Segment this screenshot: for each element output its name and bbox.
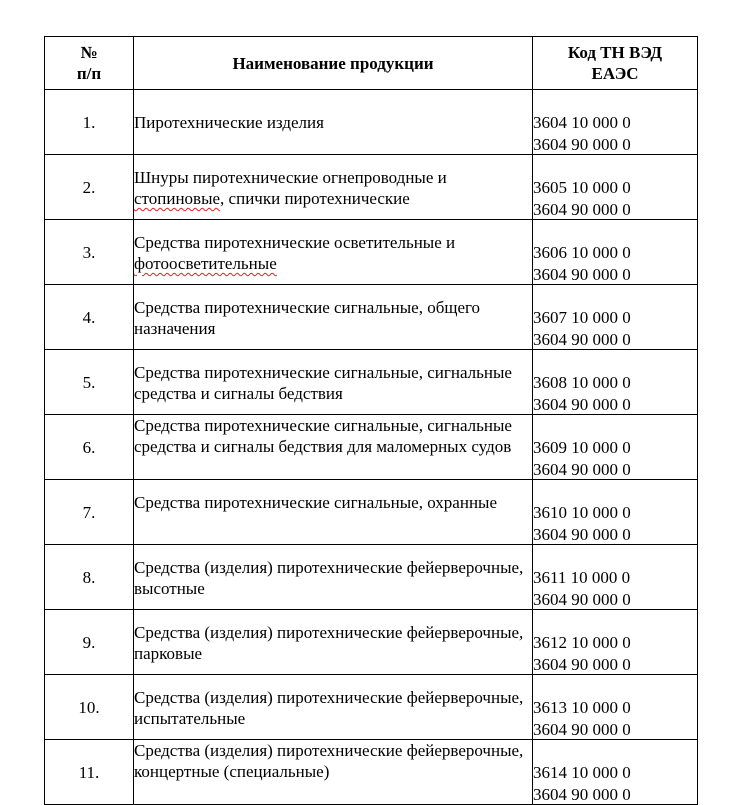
code-primary: 3606 10 000 0 [533,243,631,262]
code-secondary: 3604 90 000 0 [533,720,631,739]
header-number-line-1: № [80,43,98,62]
product-name-cell [134,480,533,545]
code-cell [533,415,698,480]
code-primary: 3613 10 000 0 [533,698,631,717]
row-number: 6. [82,438,96,457]
code-secondary: 3604 90 000 0 [533,590,631,609]
code-cell [533,285,698,350]
product-name-cell [134,350,533,415]
row-number-cell [45,415,134,480]
code-primary: 3610 10 000 0 [533,503,631,522]
header-code-line-2: ЕАЭС [591,64,639,83]
product-name-part: Средства пиротехнические осветительные и [134,233,456,252]
table-row [45,285,698,350]
code-secondary: 3604 90 000 0 [533,785,631,804]
row-number-cell [45,545,134,610]
header-code [533,37,698,90]
code-cell [533,90,698,155]
code-cell [533,675,698,740]
product-name-cell [134,155,533,220]
code-secondary: 3604 90 000 0 [533,655,631,674]
table-header-row [45,37,698,90]
code-secondary: 3604 90 000 0 [533,135,631,154]
product-name: Средства (изделия) пиротехнические фейерверочные, концертные (специальные) [134,741,524,781]
code-secondary: 3604 90 000 0 [533,525,631,544]
row-number-cell [45,480,134,545]
table-row [45,415,698,480]
row-number: 2. [82,178,96,197]
product-name: Средства пиротехнические сигнальные, сигнальные средства и сигналы бедствия для маломерных судов [134,416,512,456]
code-secondary: 3604 90 000 0 [533,395,631,414]
product-name-cell [134,740,533,805]
table-row [45,480,698,545]
product-name [134,232,532,274]
code-primary: 3605 10 000 0 [533,178,631,197]
table-row [45,350,698,415]
row-number: 10. [78,698,100,717]
product-name: Средства пиротехнические сигнальные, охранные [134,493,498,512]
product-name-cell [134,415,533,480]
row-number-cell [45,350,134,415]
row-number-cell [45,675,134,740]
code-secondary: 3604 90 000 0 [533,265,631,284]
row-number-cell [45,155,134,220]
product-name: Пиротехнические изделия [134,113,324,132]
products-table [44,36,698,805]
header-number [45,37,134,90]
product-name: Средства пиротехнические сигнальные, общего назначения [134,298,481,338]
row-number: 3. [82,243,96,262]
code-secondary: 3604 90 000 0 [533,200,631,219]
product-name-part: Шнуры пиротехнические огнепроводные и [134,168,447,187]
row-number: 1. [82,113,96,132]
product-name-cell [134,545,533,610]
spellcheck-flagged-word: фотоосветительные [134,254,277,273]
row-number-cell [45,90,134,155]
table-row [45,220,698,285]
spellcheck-flagged-word: стопиновые [134,189,221,208]
product-name-part: , спички пиротехнические [220,189,410,208]
code-cell [533,610,698,675]
code-cell [533,155,698,220]
header-product-name: Наименование продукции [134,37,533,90]
table-row [45,155,698,220]
row-number: 4. [82,308,96,327]
table-row [45,90,698,155]
product-name: Средства (изделия) пиротехнические фейерверочные, высотные [134,558,524,598]
row-number-cell [45,740,134,805]
header-code-line-1: Код ТН ВЭД [567,43,663,62]
code-primary: 3612 10 000 0 [533,633,631,652]
row-number: 8. [82,568,96,587]
code-primary: 3611 10 000 0 [533,568,631,587]
product-name-cell [134,285,533,350]
product-name-cell [134,90,533,155]
code-primary: 3609 10 000 0 [533,438,631,457]
code-cell [533,350,698,415]
row-number-cell [45,220,134,285]
code-primary: 3614 10 000 0 [533,763,631,782]
code-primary: 3604 10 000 0 [533,113,631,132]
row-number-cell [45,285,134,350]
row-number: 7. [82,503,96,522]
code-cell [533,220,698,285]
row-number-cell [45,610,134,675]
product-name-cell [134,610,533,675]
row-number: 5. [82,373,96,392]
table-row [45,610,698,675]
code-cell [533,740,698,805]
product-name: Средства (изделия) пиротехнические фейерверочные, испытательные [134,688,524,728]
code-secondary: 3604 90 000 0 [533,460,631,479]
product-name: Средства пиротехнические сигнальные, сигнальные средства и сигналы бедствия [134,363,512,403]
header-number-line-2: п/п [76,64,102,83]
table-row [45,675,698,740]
row-number: 9. [82,633,96,652]
code-cell [533,480,698,545]
product-name: Средства (изделия) пиротехнические фейерверочные, парковые [134,623,524,663]
row-number: 11. [78,763,100,782]
product-name-cell [134,675,533,740]
table-row [45,740,698,805]
code-cell [533,545,698,610]
code-primary: 3608 10 000 0 [533,373,631,392]
product-name [134,167,532,209]
product-name-cell [134,220,533,285]
table-row [45,545,698,610]
code-secondary: 3604 90 000 0 [533,330,631,349]
code-primary: 3607 10 000 0 [533,308,631,327]
